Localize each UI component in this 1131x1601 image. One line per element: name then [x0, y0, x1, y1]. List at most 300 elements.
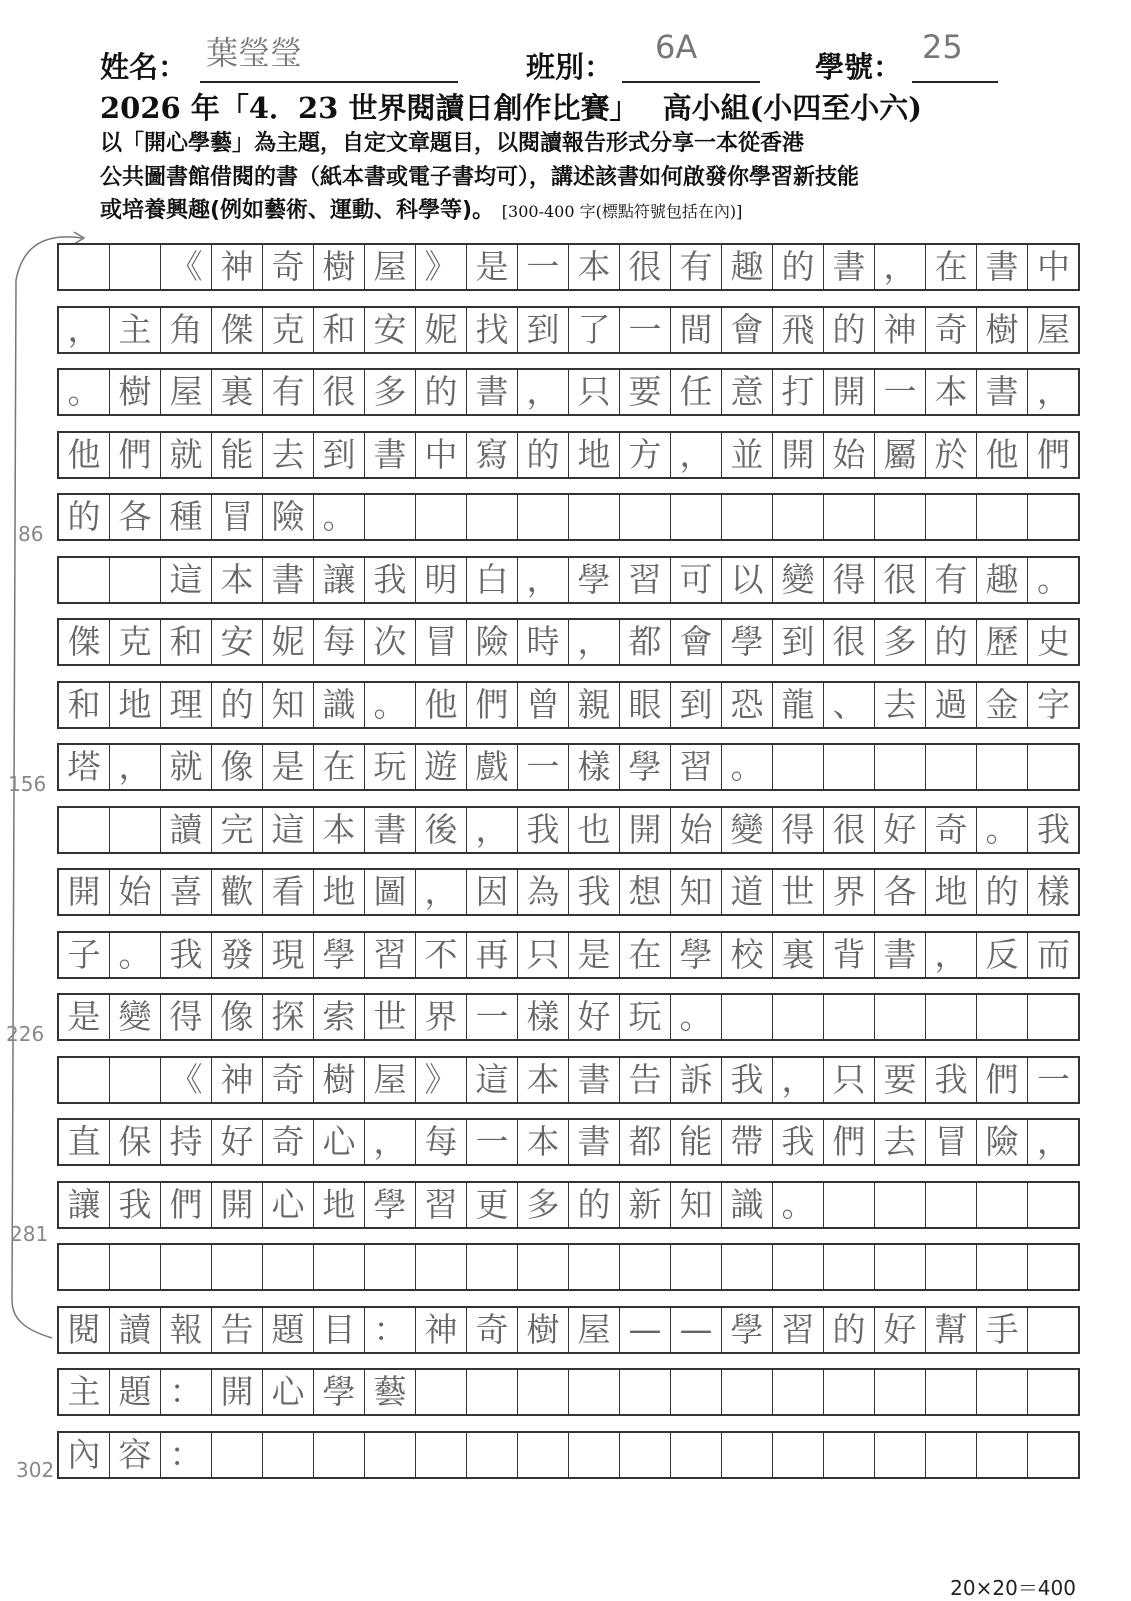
grid-cell: 《	[161, 1058, 212, 1102]
grid-cell	[1028, 1308, 1079, 1352]
grid-cell: ，	[773, 1058, 824, 1102]
grid-cell: 屋	[365, 245, 416, 289]
grid-cell: 到	[773, 620, 824, 664]
grid-row	[57, 618, 1080, 666]
grid-cell: 內	[59, 1433, 110, 1477]
grid-cell	[620, 1370, 671, 1414]
grid-cell: 是	[263, 745, 314, 789]
grid-cell: 種	[161, 495, 212, 539]
grid-cell: 本	[314, 808, 365, 852]
grid-cell: 親	[569, 683, 620, 727]
grid-cell	[722, 1245, 773, 1289]
grid-cell	[875, 495, 926, 539]
grid-cell: 多	[365, 370, 416, 414]
grid-cell: 冒	[926, 1120, 977, 1164]
grid-capacity-note: 20×20＝400	[950, 1576, 1076, 1600]
grid-cell: 讓	[59, 1183, 110, 1227]
grid-cell	[620, 1245, 671, 1289]
grid-cell	[467, 1433, 518, 1477]
grid-cell: 很	[314, 370, 365, 414]
grid-cell: 發	[212, 933, 263, 977]
grid-cell	[722, 1370, 773, 1414]
grid-cell: 屬	[875, 433, 926, 477]
grid-cell: 報	[161, 1308, 212, 1352]
grid-cell: 間	[671, 308, 722, 352]
title-group: 高小組(小四至小六)	[662, 91, 923, 125]
grid-cell	[824, 1370, 875, 1414]
grid-cell: 歡	[212, 870, 263, 914]
grid-cell: 神	[212, 1058, 263, 1102]
grid-cell: 會	[722, 308, 773, 352]
grid-cell: 《	[161, 245, 212, 289]
grid-cell	[416, 1245, 467, 1289]
grid-cell: 地	[314, 1183, 365, 1227]
grid-cell: 、	[824, 683, 875, 727]
grid-cell: 更	[467, 1183, 518, 1227]
grid-cell: 書	[824, 245, 875, 289]
grid-cell: —	[620, 1308, 671, 1352]
grid-cell: 始	[110, 870, 161, 914]
grid-cell: 子	[59, 933, 110, 977]
grid-cell	[569, 1433, 620, 1477]
grid-row	[57, 556, 1080, 604]
grid-cell	[263, 1433, 314, 1477]
grid-cell: 世	[365, 995, 416, 1039]
grid-cell: 安	[212, 620, 263, 664]
grid-cell: 的	[518, 433, 569, 477]
name-underline	[200, 81, 458, 83]
name-value: 葉瑩瑩	[206, 34, 303, 72]
grid-cell: 閱	[59, 1308, 110, 1352]
grid-cell: ，	[416, 870, 467, 914]
student-number-value: 25	[922, 28, 963, 66]
grid-cell: 讀	[161, 808, 212, 852]
instruction-line-1: 以「開心學藝」為主題，自定文章題目，以閱讀報告形式分享一本從香港	[100, 131, 805, 156]
grid-cell: 的	[824, 1308, 875, 1352]
grid-cell: 們	[110, 433, 161, 477]
grid-cell: 。	[59, 370, 110, 414]
grid-row	[57, 1243, 1080, 1291]
grid-row	[57, 493, 1080, 541]
grid-cell	[1028, 1433, 1079, 1477]
grid-cell: 書	[875, 933, 926, 977]
grid-cell: ，	[875, 245, 926, 289]
grid-cell: 多	[518, 1183, 569, 1227]
grid-cell: 克	[263, 308, 314, 352]
grid-cell: 我	[569, 870, 620, 914]
grid-cell	[824, 995, 875, 1039]
grid-cell: 。	[1037, 559, 1070, 599]
grid-cell: 好	[212, 1120, 263, 1164]
grid-cell: 直	[59, 1120, 110, 1164]
student-number-label: 學號：	[815, 50, 903, 84]
margin-count-3: 226	[6, 1022, 45, 1046]
grid-cell: 讀	[110, 1308, 161, 1352]
grid-cell: 手	[977, 1308, 1028, 1352]
grid-row	[57, 1118, 1080, 1166]
grid-cell: 過	[926, 683, 977, 727]
grid-cell: 次	[365, 620, 416, 664]
margin-bracket-icon	[0, 0, 120, 1600]
grid-cell: 書	[365, 808, 416, 852]
grid-cell: 寫	[467, 433, 518, 477]
grid-cell	[977, 1433, 1028, 1477]
grid-cell: 了	[569, 308, 620, 352]
grid-cell: 開	[212, 1183, 263, 1227]
grid-cell: 屋	[161, 370, 212, 414]
grid-cell: 樹	[977, 308, 1028, 352]
grid-cell: 神	[875, 308, 926, 352]
grid-cell: 樹	[314, 1058, 365, 1102]
student-number-underline	[912, 81, 998, 83]
grid-cell: 奇	[926, 808, 977, 852]
grid-cell: 都	[620, 1120, 671, 1164]
grid-cell: 想	[620, 870, 671, 914]
grid-cell: 本	[926, 370, 977, 414]
grid-cell: 這	[467, 1058, 518, 1102]
grid-cell: 和	[161, 620, 212, 664]
grid-cell: 們	[467, 683, 518, 727]
grid-cell	[824, 495, 875, 539]
grid-cell	[620, 495, 671, 539]
grid-cell: 地	[110, 683, 161, 727]
grid-cell: 新	[620, 1183, 671, 1227]
grid-cell	[1028, 995, 1079, 1039]
grid-row	[57, 1181, 1080, 1229]
grid-cell: 告	[212, 1308, 263, 1352]
grid-cell: 書	[977, 245, 1028, 289]
grid-cell	[416, 1433, 467, 1477]
grid-cell: 任	[671, 370, 722, 414]
grid-cell: 後	[416, 808, 467, 852]
grid-cell: 主	[110, 308, 161, 352]
grid-cell: 探	[263, 995, 314, 1039]
grid-cell	[212, 1433, 263, 1477]
grid-cell: 帶	[722, 1120, 773, 1164]
grid-cell: 於	[926, 433, 977, 477]
grid-cell: 好	[875, 1308, 926, 1352]
grid-cell	[518, 495, 569, 539]
grid-cell: 有	[926, 558, 977, 602]
grid-cell: 遊	[416, 745, 467, 789]
grid-cell: 屋	[569, 1308, 620, 1352]
grid-cell: 得	[773, 808, 824, 852]
grid-row	[57, 1056, 1080, 1104]
grid-cell: 我	[722, 1058, 773, 1102]
grid-cell: 識	[314, 683, 365, 727]
grid-cell: 得	[161, 995, 212, 1039]
grid-cell: 眼	[620, 683, 671, 727]
grid-cell	[671, 495, 722, 539]
grid-cell: 險	[467, 620, 518, 664]
grid-cell	[110, 1058, 161, 1102]
grid-cell: 傑	[59, 620, 110, 664]
grid-cell	[161, 1245, 212, 1289]
grid-cell: —	[671, 1308, 722, 1352]
grid-cell: 習	[620, 558, 671, 602]
grid-cell: 。	[773, 1183, 824, 1227]
grid-cell: 到	[314, 433, 365, 477]
grid-cell: 看	[263, 870, 314, 914]
margin-count-2: 156	[8, 772, 47, 796]
grid-cell	[977, 1245, 1028, 1289]
margin-count-1: 86	[18, 522, 44, 546]
grid-cell: 。	[977, 808, 1028, 852]
grid-cell: 去	[875, 683, 926, 727]
grid-cell: 要	[875, 1058, 926, 1102]
grid-cell: ，	[365, 1120, 416, 1164]
grid-cell	[824, 1183, 875, 1227]
grid-cell	[875, 1245, 926, 1289]
grid-cell: 像	[212, 745, 263, 789]
grid-cell: 安	[365, 308, 416, 352]
grid-cell: 圖	[365, 870, 416, 914]
grid-cell: 心	[314, 1120, 365, 1164]
grid-cell: 一	[518, 745, 569, 789]
grid-cell: 我	[926, 1058, 977, 1102]
grid-cell	[110, 558, 161, 602]
grid-cell: 屋	[365, 1058, 416, 1102]
grid-cell: 。	[722, 745, 773, 789]
grid-cell	[1028, 495, 1079, 539]
grid-cell: ，	[1037, 372, 1070, 411]
grid-cell: 的	[416, 370, 467, 414]
grid-cell: 玩	[365, 745, 416, 789]
grid-cell: 意	[722, 370, 773, 414]
grid-row	[57, 681, 1080, 729]
grid-cell: 地	[569, 433, 620, 477]
grid-cell	[467, 495, 518, 539]
grid-cell: 目	[314, 1308, 365, 1352]
grid-cell: 的	[926, 620, 977, 664]
margin-count-4: 281	[10, 1222, 49, 1246]
grid-cell: 奇	[263, 1120, 314, 1164]
grid-cell: 理	[161, 683, 212, 727]
grid-cell: 世	[773, 870, 824, 914]
grid-cell: 地	[314, 870, 365, 914]
grid-cell: 。	[314, 495, 365, 539]
grid-cell: 的	[773, 245, 824, 289]
grid-cell: 書	[569, 1120, 620, 1164]
word-limit: [300-400 字(標點符號包括在內)]	[501, 202, 743, 221]
grid-cell	[773, 745, 824, 789]
grid-cell: 他	[59, 433, 110, 477]
grid-cell: 字	[1037, 684, 1070, 724]
grid-cell: 神	[212, 245, 263, 289]
grid-cell: 而	[1037, 934, 1070, 974]
grid-cell: 樣	[518, 995, 569, 1039]
grid-cell: 習	[671, 745, 722, 789]
grid-cell: 屋	[1037, 309, 1070, 349]
grid-cell	[671, 1433, 722, 1477]
grid-cell	[773, 1433, 824, 1477]
grid-cell: 開	[59, 870, 110, 914]
grid-cell	[1028, 745, 1079, 789]
grid-cell: 好	[569, 995, 620, 1039]
grid-cell: 以	[722, 558, 773, 602]
grid-cell	[59, 1058, 110, 1102]
grid-cell: 。	[110, 933, 161, 977]
grid-cell: 奇	[926, 308, 977, 352]
grid-cell: 方	[620, 433, 671, 477]
grid-cell: 金	[977, 683, 1028, 727]
grid-cell: 也	[569, 808, 620, 852]
grid-cell	[314, 1245, 365, 1289]
grid-cell: 冒	[212, 495, 263, 539]
grid-cell	[59, 245, 110, 289]
grid-cell: 的	[212, 683, 263, 727]
grid-cell	[416, 1370, 467, 1414]
grid-cell: 題	[110, 1370, 161, 1414]
grid-cell	[467, 1370, 518, 1414]
grid-cell: 明	[416, 558, 467, 602]
grid-cell: 習	[416, 1183, 467, 1227]
grid-cell: 這	[161, 558, 212, 602]
grid-cell: 道	[722, 870, 773, 914]
grid-cell: 去	[875, 1120, 926, 1164]
grid-row	[57, 1306, 1080, 1354]
title-competition: 「4．23 世界閱讀日創作比賽」	[219, 91, 639, 125]
grid-cell	[467, 1245, 518, 1289]
class-value: 6A	[655, 28, 698, 66]
grid-cell: 現	[263, 933, 314, 977]
grid-cell: 很	[620, 245, 671, 289]
grid-cell	[926, 1183, 977, 1227]
grid-cell: 心	[263, 1183, 314, 1227]
grid-row	[57, 431, 1080, 479]
grid-cell: 的	[977, 870, 1028, 914]
grid-cell: 中	[416, 433, 467, 477]
grid-row	[57, 368, 1080, 416]
grid-cell	[59, 808, 110, 852]
grid-cell	[59, 1245, 110, 1289]
grid-cell: 只	[569, 370, 620, 414]
grid-cell	[1028, 1245, 1079, 1289]
grid-cell: 像	[212, 995, 263, 1039]
grid-cell: 就	[161, 745, 212, 789]
margin-count-5: 302	[16, 1458, 55, 1482]
grid-cell: 一	[620, 308, 671, 352]
grid-cell	[110, 245, 161, 289]
grid-cell: 我	[365, 558, 416, 602]
grid-cell: 變	[773, 558, 824, 602]
grid-cell: 在	[926, 245, 977, 289]
grid-cell: 要	[620, 370, 671, 414]
grid-cell: 知	[671, 1183, 722, 1227]
grid-cell: 》	[416, 1058, 467, 1102]
grid-cell: 曾	[518, 683, 569, 727]
grid-cell	[824, 1433, 875, 1477]
grid-cell: 的	[59, 495, 110, 539]
grid-cell: 到	[671, 683, 722, 727]
grid-cell: 戲	[467, 745, 518, 789]
grid-cell	[926, 1370, 977, 1414]
grid-cell: 中	[1037, 247, 1070, 286]
grid-cell: 們	[824, 1120, 875, 1164]
grid-cell: 告	[620, 1058, 671, 1102]
grid-cell: 妮	[416, 308, 467, 352]
grid-cell: 和	[59, 683, 110, 727]
grid-cell	[926, 745, 977, 789]
grid-cell: 。	[671, 995, 722, 1039]
grid-cell	[518, 1245, 569, 1289]
grid-cell: 趣	[977, 558, 1028, 602]
grid-cell: 很	[875, 558, 926, 602]
grid-cell: 傑	[212, 308, 263, 352]
grid-cell	[875, 745, 926, 789]
competition-title	[100, 86, 922, 127]
grid-cell: ，	[569, 620, 620, 664]
grid-cell: 樹	[518, 1308, 569, 1352]
grid-cell: 是	[467, 245, 518, 289]
grid-row	[57, 743, 1080, 791]
grid-cell: 險	[263, 495, 314, 539]
grid-cell	[1028, 1370, 1079, 1414]
grid-cell	[110, 1245, 161, 1289]
grid-cell: 奇	[263, 1058, 314, 1102]
grid-cell	[926, 495, 977, 539]
instruction-line-2: 公共圖書館借閱的書（紙本書或電子書均可），講述該書如何啟發你學習新技能	[100, 165, 860, 190]
grid-cell: 保	[110, 1120, 161, 1164]
grid-cell: ，	[467, 808, 518, 852]
grid-cell: 開	[773, 433, 824, 477]
grid-cell: 能	[671, 1120, 722, 1164]
grid-cell: 能	[212, 433, 263, 477]
grid-cell: 一	[875, 370, 926, 414]
grid-cell: 習	[365, 933, 416, 977]
grid-cell: 持	[161, 1120, 212, 1164]
grid-cell: 界	[824, 870, 875, 914]
grid-cell: 這	[263, 808, 314, 852]
grid-cell: 在	[620, 933, 671, 977]
grid-cell	[1028, 1183, 1079, 1227]
grid-cell: 本	[518, 1120, 569, 1164]
grid-cell	[977, 1183, 1028, 1227]
grid-cell: 冒	[416, 620, 467, 664]
grid-cell	[773, 1245, 824, 1289]
grid-cell: 恐	[722, 683, 773, 727]
grid-cell: 為	[518, 870, 569, 914]
grid-cell: ：	[365, 1308, 416, 1352]
grid-cell	[926, 995, 977, 1039]
grid-cell: ，	[518, 370, 569, 414]
grid-cell: 本	[518, 1058, 569, 1102]
grid-cell: 裏	[212, 370, 263, 414]
grid-cell	[110, 808, 161, 852]
grid-cell: 背	[824, 933, 875, 977]
grid-cell: 找	[467, 308, 518, 352]
grid-cell: 們	[1037, 434, 1070, 474]
grid-cell: 容	[110, 1433, 161, 1477]
grid-cell: 變	[722, 808, 773, 852]
grid-cell: 》	[416, 245, 467, 289]
grid-cell	[773, 495, 824, 539]
grid-row	[57, 1368, 1080, 1416]
grid-cell: 地	[926, 870, 977, 914]
grid-cell: 幫	[926, 1308, 977, 1352]
grid-cell: 學	[314, 1370, 365, 1414]
grid-cell: 學	[722, 1308, 773, 1352]
grid-cell: 會	[671, 620, 722, 664]
grid-cell: 始	[671, 808, 722, 852]
grid-row	[57, 243, 1080, 291]
instruction-line-3	[100, 193, 742, 224]
title-year: 2026 年	[100, 91, 220, 125]
grid-cell: 主	[59, 1370, 110, 1414]
grid-cell	[977, 745, 1028, 789]
grid-cell	[875, 1370, 926, 1414]
grid-cell: 各	[110, 495, 161, 539]
